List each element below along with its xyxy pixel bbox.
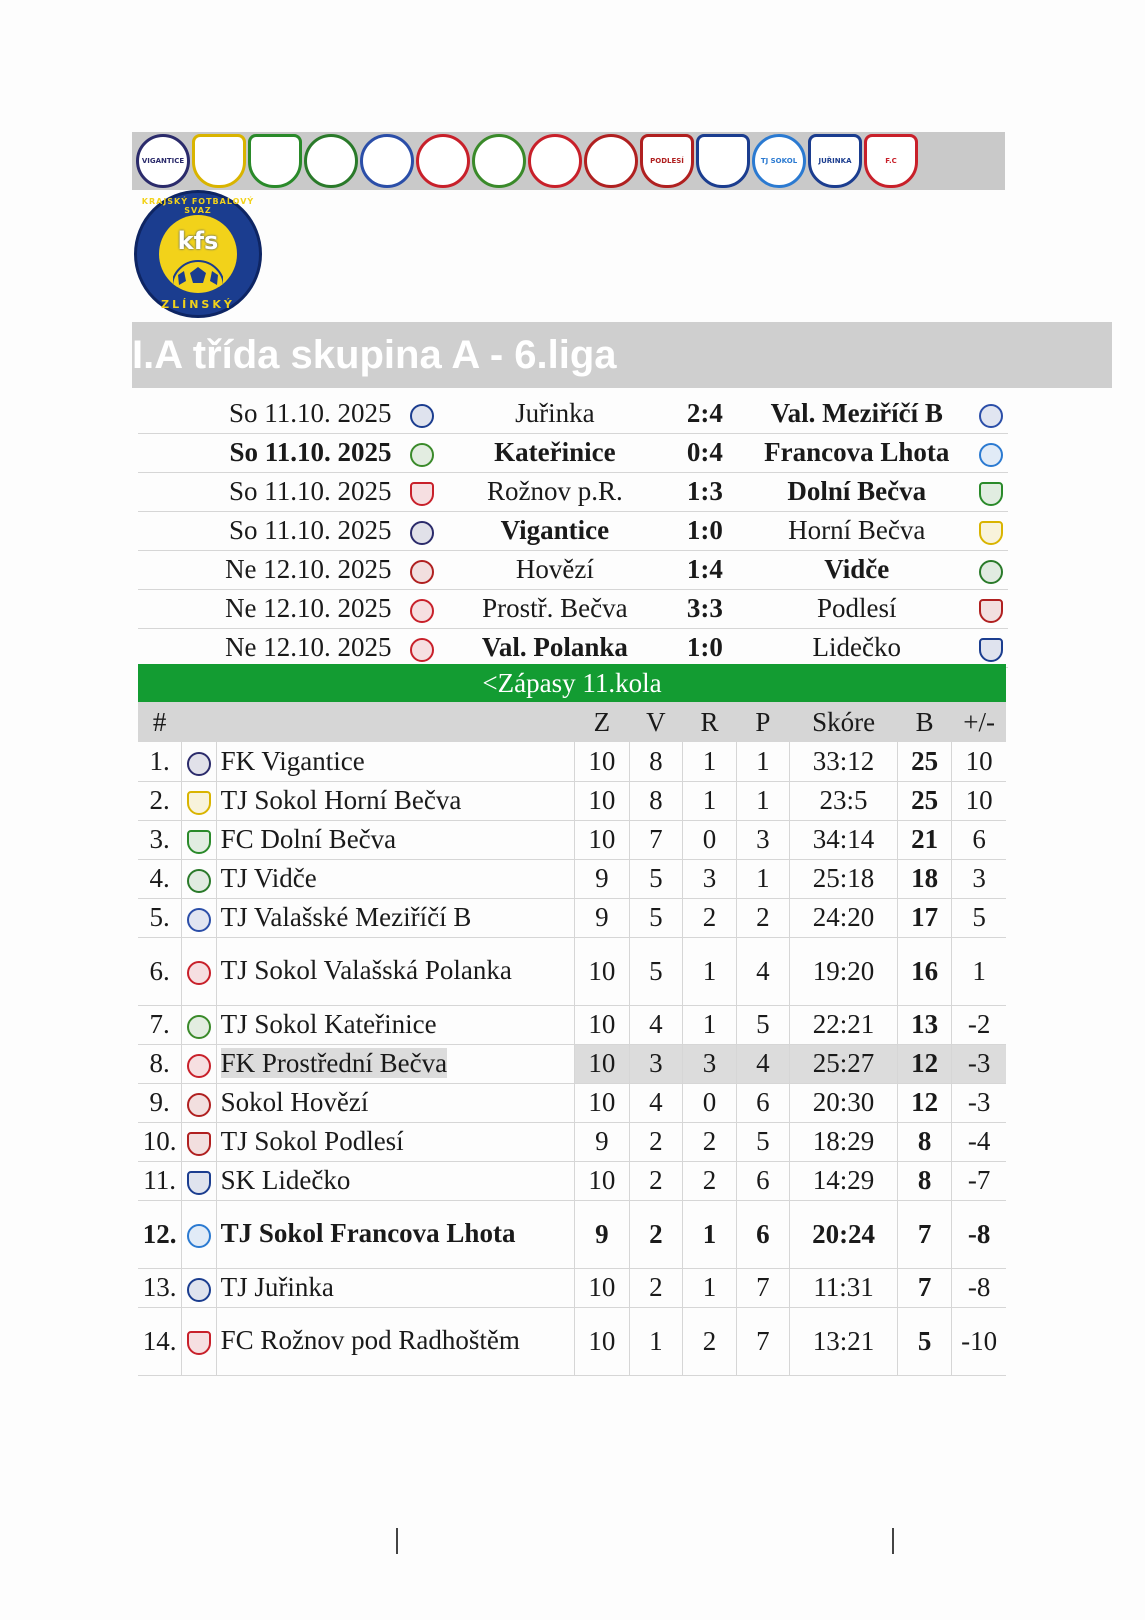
draws: 3: [683, 1044, 737, 1083]
jurinka-icon: [410, 404, 434, 428]
team-name-cell: [216, 781, 575, 820]
wins: 1: [629, 1307, 683, 1375]
goal-diff: 5: [972, 902, 986, 932]
score: 11:31: [790, 1268, 898, 1307]
draws: 1: [683, 1200, 737, 1268]
points: 25: [898, 781, 952, 820]
match-score: 2:4: [686, 397, 723, 428]
katerinice-crest: [472, 134, 526, 188]
team-name: TJ Valašské Meziříčí B: [220, 901, 472, 932]
team-name: SK Lidečko: [220, 1164, 351, 1195]
lidecko-crest: [696, 134, 750, 188]
prostredni-becva-icon: [187, 1054, 211, 1078]
match-score: 1:0: [686, 515, 723, 545]
team-name-cell: [216, 1200, 575, 1268]
draws: 2: [683, 1122, 737, 1161]
scan-mark: [892, 1528, 894, 1554]
match-date: So 11.10. 2025: [229, 397, 392, 428]
match-date: Ne 12.10. 2025: [225, 632, 392, 662]
vidce-icon: [187, 869, 211, 893]
home-team-icon-cell: [406, 628, 440, 667]
katerinice-icon: [410, 443, 434, 467]
match-row: [138, 628, 1008, 667]
match-row: [138, 550, 1008, 589]
draws: 0: [683, 1083, 737, 1122]
goal-diff: -3: [952, 1044, 1006, 1083]
goal-diff: -4: [967, 1126, 991, 1156]
team-name: FC Dolní Bečva: [220, 823, 397, 854]
team-icon-cell: [182, 1122, 216, 1161]
team-name: TJ Juřinka: [220, 1271, 334, 1302]
points: 12: [898, 1083, 952, 1122]
home-team: Kateřinice: [494, 437, 616, 467]
away-team: Horní Bečva: [788, 515, 926, 545]
away-team-icon-cell: [974, 394, 1008, 433]
standings-header-row: [138, 702, 1006, 742]
match-date: So 11.10. 2025: [229, 437, 392, 467]
played: 9: [575, 898, 629, 937]
played: 10: [575, 1083, 629, 1122]
goal-diff: 1: [972, 955, 986, 986]
position: 4.: [138, 859, 182, 898]
score: 19:20: [790, 937, 898, 1005]
team-name: TJ Sokol Horní Bečva: [220, 784, 462, 815]
wins: 8: [629, 742, 683, 781]
played: 10: [575, 742, 629, 781]
dolni-becva-crest: [248, 134, 302, 188]
standings-table: [138, 702, 1006, 1376]
position: 6.: [138, 937, 182, 1005]
horni-becva-crest: [192, 134, 246, 188]
team-name: FC Rožnov pod Radhoštěm: [220, 1325, 520, 1356]
standings-row: [138, 781, 1006, 820]
standings-row: [138, 1044, 1006, 1083]
wins: 4: [629, 1005, 683, 1044]
away-team-icon-cell: [974, 550, 1008, 589]
goal-diff: 10: [965, 785, 993, 815]
home-team-icon-cell: [406, 394, 440, 433]
team-name-cell: [216, 1161, 575, 1200]
kfs-short-text: kfs: [177, 227, 219, 255]
horni-becva-icon: [187, 791, 211, 815]
points: 12: [898, 1044, 952, 1083]
standings-row: [138, 1005, 1006, 1044]
vigantice-crest: VIGANTICE: [136, 134, 190, 188]
away-team: Dolní Bečva: [787, 476, 927, 506]
team-name-cell: [216, 820, 575, 859]
vigantice-icon: [410, 521, 434, 545]
wins: 2: [629, 1200, 683, 1268]
team-name: Sokol Hovězí: [220, 1086, 369, 1117]
score: 24:20: [790, 898, 898, 937]
away-team-icon-cell: [974, 628, 1008, 667]
wins: 3: [629, 1044, 683, 1083]
points: 25: [898, 742, 952, 781]
team-name-cell: [216, 742, 575, 781]
team-name-cell: [216, 937, 575, 1005]
val-polanka-icon: [187, 961, 211, 985]
losses: 5: [736, 1005, 789, 1044]
match-row: [138, 589, 1008, 628]
team-icon-cell: [182, 1307, 216, 1375]
goal-diff: -8: [967, 1218, 991, 1249]
position: 10.: [138, 1122, 182, 1161]
played: 10: [575, 937, 629, 1005]
losses: 6: [736, 1083, 789, 1122]
vidce-icon: [979, 560, 1003, 584]
losses: 3: [736, 820, 789, 859]
dolni-becva-icon: [187, 830, 211, 854]
standings-row: [138, 1161, 1006, 1200]
position: 13.: [138, 1268, 182, 1307]
scan-mark: [396, 1528, 398, 1554]
score: 25:18: [790, 859, 898, 898]
position: 1.: [138, 742, 182, 781]
goal-diff: -7: [967, 1165, 991, 1195]
score: 20:30: [790, 1083, 898, 1122]
score: 34:14: [790, 820, 898, 859]
points: 7: [898, 1200, 952, 1268]
points: 18: [898, 859, 952, 898]
standings-row: [138, 1083, 1006, 1122]
match-date: Ne 12.10. 2025: [225, 593, 392, 623]
home-team-icon-cell: [406, 511, 440, 550]
position: 14.: [138, 1307, 182, 1375]
header-draws: R: [683, 702, 737, 742]
home-team-icon-cell: [406, 589, 440, 628]
losses: 1: [736, 859, 789, 898]
team-name: FK Vigantice: [220, 745, 365, 776]
score: 23:5: [790, 781, 898, 820]
losses: 7: [736, 1268, 789, 1307]
team-icon-cell: [182, 1083, 216, 1122]
draws: 0: [683, 820, 737, 859]
podlesi-icon: [187, 1132, 211, 1156]
match-row: [138, 472, 1008, 511]
wins: 2: [629, 1268, 683, 1307]
jurinka-crest: JUŘINKA: [808, 134, 862, 188]
hovezi-icon: [187, 1093, 211, 1117]
draws: 2: [683, 1161, 737, 1200]
standings-row: [138, 820, 1006, 859]
kfs-ring-top-text: KRAJSKÝ FOTBALOVÝ SVAZ: [141, 197, 255, 215]
team-name: TJ Sokol Podlesí: [220, 1125, 404, 1156]
val-polanka-crest: [416, 134, 470, 188]
away-team: Lidečko: [812, 632, 901, 662]
francova-lhota-crest: TJ SOKOL: [752, 134, 806, 188]
team-name-cell: [216, 898, 575, 937]
team-name-cell: [216, 1307, 575, 1375]
val-mezirici-icon: [979, 404, 1003, 428]
draws: 1: [683, 1005, 737, 1044]
jurinka-icon: [187, 1278, 211, 1302]
team-name-cell: [216, 1122, 575, 1161]
draws: 2: [683, 898, 737, 937]
points: 16: [898, 937, 952, 1005]
header-played: Z: [575, 702, 629, 742]
points: 7: [898, 1268, 952, 1307]
team-name: TJ Vidče: [220, 862, 317, 893]
match-date: So 11.10. 2025: [229, 515, 392, 545]
wins: 4: [629, 1083, 683, 1122]
home-team: Rožnov p.R.: [486, 476, 623, 506]
losses: 6: [736, 1200, 789, 1268]
header-wins: V: [629, 702, 683, 742]
score: 22:21: [790, 1005, 898, 1044]
standings-row: [138, 1122, 1006, 1161]
losses: 1: [736, 742, 789, 781]
team-icon-cell: [182, 1161, 216, 1200]
goal-diff: -8: [967, 1272, 991, 1302]
played: 10: [575, 1005, 629, 1044]
podlesi-crest: PODLESÍ: [640, 134, 694, 188]
position: 5.: [138, 898, 182, 937]
wins: 5: [629, 937, 683, 1005]
score: 20:24: [790, 1200, 898, 1268]
played: 9: [575, 1122, 629, 1161]
match-score: 3:3: [686, 593, 723, 623]
match-score: 1:0: [686, 632, 723, 662]
hovezi-crest: [584, 134, 638, 188]
played: 10: [575, 1268, 629, 1307]
page-title: I.A třída skupina A - 6.liga: [132, 333, 617, 377]
draws: 1: [683, 781, 737, 820]
points: 8: [898, 1122, 952, 1161]
home-team-icon-cell: [406, 472, 440, 511]
losses: 7: [736, 1307, 789, 1375]
standings-row: [138, 859, 1006, 898]
standings-row: [138, 1307, 1006, 1375]
horni-becva-icon: [979, 521, 1003, 545]
goal-diff: -3: [967, 1087, 991, 1117]
match-row: [138, 394, 1008, 433]
team-icon-cell: [182, 1268, 216, 1307]
losses: 2: [736, 898, 789, 937]
home-team-icon-cell: [406, 433, 440, 472]
vidce-crest: [304, 134, 358, 188]
wins: 8: [629, 781, 683, 820]
katerinice-icon: [187, 1015, 211, 1039]
header-position: #: [138, 702, 182, 742]
match-results-table: [138, 394, 1008, 668]
val-polanka-icon: [410, 638, 434, 662]
lidecko-icon: [187, 1171, 211, 1195]
team-name-cell: [216, 1083, 575, 1122]
losses: 6: [736, 1161, 789, 1200]
hovezi-icon: [410, 560, 434, 584]
team-name-cell: [216, 1005, 575, 1044]
wins: 5: [629, 859, 683, 898]
prostredni-becva-crest: [528, 134, 582, 188]
home-team-icon-cell: [406, 550, 440, 589]
away-team-icon-cell: [974, 511, 1008, 550]
football-icon: [173, 259, 223, 287]
team-icon-cell: [182, 898, 216, 937]
roznov-icon: [410, 482, 434, 506]
header-score: Skóre: [790, 702, 898, 742]
position: 8.: [138, 1044, 182, 1083]
team-icon-cell: [182, 937, 216, 1005]
vigantice-icon: [187, 752, 211, 776]
lidecko-icon: [979, 638, 1003, 662]
points: 21: [898, 820, 952, 859]
draws: 2: [683, 1307, 737, 1375]
match-row: [138, 433, 1008, 472]
played: 10: [575, 820, 629, 859]
points: 5: [898, 1307, 952, 1375]
team-icon-cell: [182, 1044, 216, 1083]
header-points: B: [898, 702, 952, 742]
home-team: Vigantice: [500, 515, 610, 545]
match-date: So 11.10. 2025: [229, 476, 392, 506]
position: 12.: [138, 1200, 182, 1268]
prostredni-becva-icon: [410, 599, 434, 623]
position: 2.: [138, 781, 182, 820]
val-mezirici-icon: [187, 908, 211, 932]
roznov-icon: [187, 1331, 211, 1355]
played: 10: [575, 781, 629, 820]
team-name-cell: [216, 1044, 575, 1083]
standings-row: [138, 937, 1006, 1005]
header-losses: P: [736, 702, 789, 742]
dolni-becva-icon: [979, 482, 1003, 506]
match-score: 1:4: [686, 554, 723, 584]
score: 13:21: [790, 1307, 898, 1375]
score: 14:29: [790, 1161, 898, 1200]
team-name-cell: [216, 859, 575, 898]
position: 7.: [138, 1005, 182, 1044]
francova-lhota-icon: [979, 443, 1003, 467]
team-name: FK Prostřední Bečva: [220, 1047, 448, 1078]
team-icon-cell: [182, 1200, 216, 1268]
played: 9: [575, 1200, 629, 1268]
team-icon-cell: [182, 820, 216, 859]
wins: 2: [629, 1122, 683, 1161]
points: 17: [898, 898, 952, 937]
team-icon-cell: [182, 1005, 216, 1044]
away-team-icon-cell: [974, 472, 1008, 511]
score: 18:29: [790, 1122, 898, 1161]
goal-diff: 6: [972, 824, 986, 854]
francova-lhota-icon: [187, 1224, 211, 1248]
away-team: Val. Meziříčí B: [770, 397, 943, 428]
losses: 1: [736, 781, 789, 820]
kfs-badge-center: [159, 215, 237, 293]
wins: 7: [629, 820, 683, 859]
goal-diff: -2: [967, 1009, 991, 1039]
score: 33:12: [790, 742, 898, 781]
position: 9.: [138, 1083, 182, 1122]
away-team-icon-cell: [974, 433, 1008, 472]
team-name-cell: [216, 1268, 575, 1307]
played: 9: [575, 859, 629, 898]
match-row: [138, 511, 1008, 550]
home-team: Hovězí: [515, 554, 594, 584]
match-date: Ne 12.10. 2025: [225, 554, 392, 584]
standings-row: [138, 1200, 1006, 1268]
club-logo-strip: [132, 132, 1005, 190]
wins: 2: [629, 1161, 683, 1200]
round-banner: <Zápasy 11.kola: [138, 664, 1006, 702]
away-team: Francova Lhota: [764, 437, 950, 467]
away-team-icon-cell: [974, 589, 1008, 628]
team-name: TJ Sokol Valašská Polanka: [220, 955, 512, 986]
position: 11.: [138, 1161, 182, 1200]
kfs-zlinsky-logo: [134, 190, 262, 318]
standings-row: [138, 742, 1006, 781]
away-team: Vidče: [824, 554, 890, 584]
draws: 1: [683, 742, 737, 781]
match-score: 0:4: [686, 437, 723, 467]
losses: 5: [736, 1122, 789, 1161]
kfs-ring-bottom-text: ZLÍNSKÝ: [161, 298, 235, 311]
played: 10: [575, 1044, 629, 1083]
val-mezirici-crest: [360, 134, 414, 188]
standings-row: [138, 898, 1006, 937]
team-icon-cell: [182, 781, 216, 820]
podlesi-icon: [979, 599, 1003, 623]
away-team: Podlesí: [816, 593, 897, 623]
played: 10: [575, 1161, 629, 1200]
team-icon-cell: [182, 859, 216, 898]
header-team: [182, 702, 575, 742]
losses: 4: [736, 937, 789, 1005]
team-name: TJ Sokol Kateřinice: [220, 1008, 437, 1039]
points: 8: [898, 1161, 952, 1200]
goal-diff: -10: [961, 1325, 998, 1356]
draws: 3: [683, 859, 737, 898]
team-icon-cell: [182, 742, 216, 781]
goal-diff: 3: [972, 863, 986, 893]
standings-row: [138, 1268, 1006, 1307]
match-score: 1:3: [686, 476, 723, 506]
draws: 1: [683, 1268, 737, 1307]
roznov-crest: F.C: [864, 134, 918, 188]
home-team: Prostř. Bečva: [482, 593, 628, 623]
played: 10: [575, 1307, 629, 1375]
position: 3.: [138, 820, 182, 859]
team-name: TJ Sokol Francova Lhota: [220, 1218, 516, 1249]
home-team: Juřinka: [515, 397, 595, 428]
goal-diff: 10: [965, 745, 993, 776]
draws: 1: [683, 937, 737, 1005]
points: 13: [898, 1005, 952, 1044]
wins: 5: [629, 898, 683, 937]
losses: 4: [736, 1044, 789, 1083]
score: 25:27: [790, 1044, 898, 1083]
header-goal-diff: +/-: [952, 702, 1006, 742]
home-team: Val. Polanka: [481, 632, 628, 662]
